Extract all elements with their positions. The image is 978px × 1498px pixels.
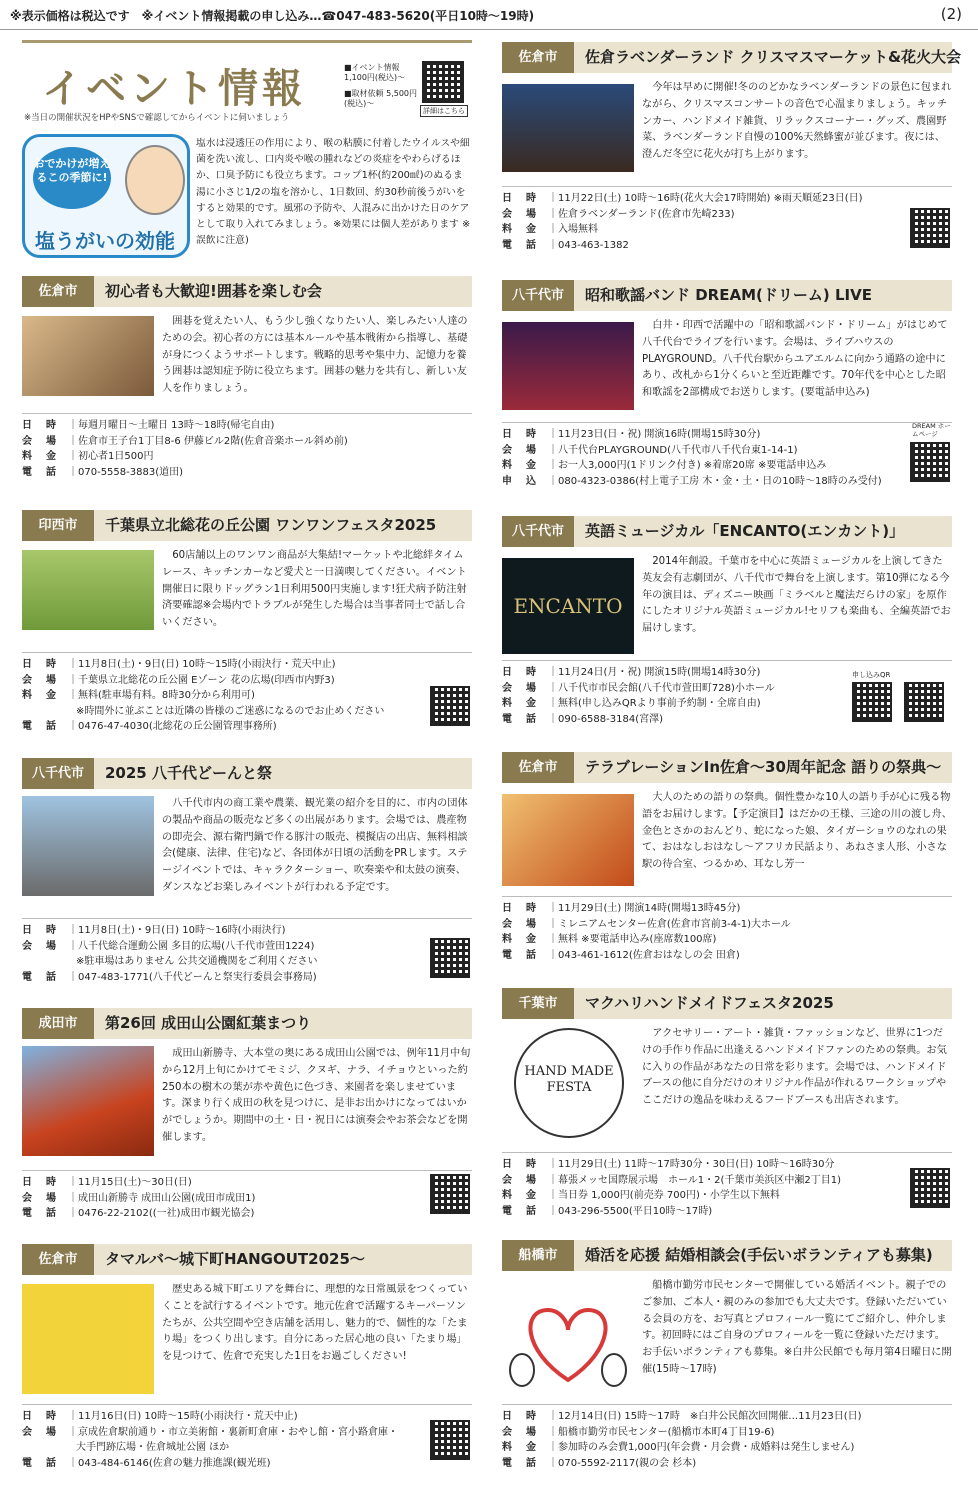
info-text: 日 時: [502, 667, 538, 678]
festival-crowd-photo: [22, 796, 154, 896]
info-row: 日 時 ｜11月16日(日) 10時～15時(小雨決行・荒天中止): [22, 1409, 472, 1425]
info-text: 船橋市勤労市民センター(船橋市本町4丁目19-6): [558, 1426, 775, 1438]
info-row: [22, 704, 472, 720]
event-body: 今年は早めに開催!冬ののどかなラベンダーランドの景色に包まれながら、クリスマスコンサートの音色で心温まりましょう。キッチンカー、ハンドメイド雑貨、リラックスコーナー・グッズ、農園野菜、ラベンダーランド自慢の100%天然蜂蜜が並びます。夜には、澄んだ冬空に花火が打ち上がります。: [642, 82, 952, 161]
info-row: 申 込 ｜080-4323-0386(村上電子工房 木・金・土・日の10時～18時のみ受付): [502, 474, 952, 490]
info-text: 当日券 1,000円(前売券 700円)・小学生以下無料: [558, 1190, 780, 1201]
info-text: 日 時: [502, 429, 538, 440]
event-momiji: [22, 1008, 472, 1223]
info-text: 043-463-1382: [558, 239, 629, 251]
event-body: 八千代市内の商工業や農業、観光業の紹介を目的に、市内の団体の製品や商品の販売など多くの出展があります。会場では、農産物の即売会、源右衛門鍋で作る豚汁の販売、模擬店の出店、無料相談会(健康、法律、住宅)など、各団体が日頃の活動をPRします。ステージイベントでは、キャラクターショー、吹奏楽や和太鼓の演奏、ダンスなどお楽しみイベントが行われる予定です。: [162, 798, 468, 893]
info-row: [22, 954, 472, 970]
info-text: 会 場: [502, 444, 538, 456]
info-text: 11月8日(土)・9日(日) 10時～15時(小雨決行・荒天中止): [78, 659, 336, 670]
encanto-poster: ENCANTO: [502, 558, 634, 654]
event-title: 佐倉ラベンダーランド クリスマスマーケット&花火大会: [585, 48, 962, 66]
info-text: 日 時: [502, 193, 538, 204]
info-text: 八千代市市民会館(八千代市萱田町728)小ホール: [558, 682, 775, 694]
top-bar: [0, 0, 978, 30]
event-donto: [22, 758, 472, 988]
event-title: 第26回 成田山公園紅葉まつり: [105, 1014, 312, 1032]
info-text: 11月16日(日) 10時～15時(小雨決行・荒天中止): [78, 1411, 298, 1422]
event-body: 歴史ある城下町エリアを舞台に、理想的な日常風景をつくっていくことを試行するイベントです。地元佐倉で活躍するキーパーソンたちが、公共空間や空き店舗を活用し、魅力的で、個性的な「たまり場」をつくり出します。自分にあった居心地の良い「たまり場」を見つけて、佐倉で充実した1日をお過ごしください!: [162, 1284, 468, 1363]
qr-code[interactable]: [430, 1174, 470, 1214]
info-text: 電 話: [502, 239, 538, 251]
info-text: 電 話: [22, 466, 58, 478]
event-body: アクセサリー・アート・雑貨・ファッションなど、世界に1つだけの手作り作品に出逢えるハンドメイドファンのための祭典。お気に入りの作品があなたの日常を彩ります。会場では、ハンドメイドブースの他に自分だけのオリジナル作品が作れるワークショップやここだけの逸品を味わえるフードブースも出店されます。: [642, 1028, 947, 1107]
info-row: 日 時 ｜11月22日(土) 10時～16時(花火大会17時開始) ※雨天順延23日(日): [502, 191, 952, 207]
info-text: 070-5592-2117(親の会 杉本): [558, 1457, 697, 1469]
info-text: 会 場: [502, 682, 538, 694]
fee-info: [344, 63, 420, 109]
band-live-photo: [502, 322, 634, 410]
info-text: 電 話: [502, 713, 538, 725]
event-title: 昭和歌謡バンド DREAM(ドリーム) LIVE: [585, 286, 872, 304]
heart-icon: [502, 1280, 634, 1400]
info-text: 料 金: [502, 934, 538, 945]
info-row: 会 場 ｜成田山新勝寺 成田山公園(成田市成田1): [22, 1191, 472, 1207]
gargle-bubble: おでかけが増えるこの季節に!: [33, 147, 111, 209]
info-text: 参加時のみ会費1,000円(年会費・月会費・成婚料は発生しません): [558, 1442, 855, 1453]
qr-code[interactable]: [430, 1420, 470, 1460]
gargle-panel: [22, 132, 472, 260]
info-text: お一人3,000円(1ドリンク付き) ※着席20席 ※要電話申込み: [558, 460, 827, 471]
info-text: 無料(申し込みQRより事前予約制・全席自由): [558, 698, 761, 709]
event-city: 佐倉市: [502, 752, 574, 783]
event-info: [502, 896, 952, 963]
info-text: 料 金: [22, 451, 58, 462]
event-city: 八千代市: [502, 516, 574, 547]
info-row: [22, 1440, 472, 1456]
event-lavender: [502, 42, 962, 262]
info-text: 日 時: [22, 420, 58, 431]
info-text: 会 場: [502, 208, 538, 220]
info-text: 0476-47-4030(北総花の丘公園管理事務所): [78, 721, 277, 732]
info-text: 電 話: [22, 1208, 58, 1219]
info-text: 会 場: [22, 1426, 58, 1438]
event-title: タマルバ～城下町HANGOUT2025～: [105, 1250, 365, 1268]
info-text: 日 時: [22, 925, 58, 936]
info-text: 会 場: [22, 1192, 58, 1204]
info-row: 会 場 ｜京成佐倉駅前通り・市立美術館・裏新町倉庫・おやし館・宮小路倉庫・: [22, 1425, 472, 1441]
event-konkatsu: [502, 1240, 952, 1480]
gargling-person-illustration: [125, 145, 185, 215]
event-title: 婚活を応援 結婚相談会(手伝いボランティアも募集): [585, 1246, 933, 1264]
page-header: [22, 40, 472, 125]
info-row: 電 話 ｜0476-47-4030(北総花の丘公園管理事務所): [22, 719, 472, 735]
event-title: マクハリハンドメイドフェスタ2025: [585, 994, 834, 1012]
info-row: 料 金 ｜初心者1日500円: [22, 449, 472, 465]
price-note: ※表示価格は税込です ※イベント情報掲載の申し込み…☎047-483-5620(平日10時～19時): [10, 9, 535, 23]
event-info: [502, 186, 952, 253]
storytelling-illustration: [502, 794, 634, 886]
info-row: 電 話 ｜070-5592-2117(親の会 杉本): [502, 1456, 952, 1472]
header-qr-code[interactable]: [422, 61, 464, 103]
info-text: 電 話: [22, 1457, 58, 1469]
info-row: 会 場 ｜船橋市勤労市民センター(船橋市本町4丁目19-6): [502, 1425, 952, 1441]
info-row: 電 話 ｜043-461-1612(佐倉おはなしの会 田倉): [502, 948, 952, 964]
info-text: 会 場: [502, 1426, 538, 1438]
info-text: 無料 ※要電話申込み(座席数100席): [558, 934, 717, 945]
event-body: 船橋市勤労市民センターで開催している婚活イベント。親子でのご参加、ご本人・親のみの参加でも大丈夫です。登録いただいている会員の方を、お写真とプロフィール一覧にてご紹介し、仲介します。初回時にはご自身のプロフィールを一覧に登録いただけます。お手伝いボランティアも募集。※白井公民館でも毎月第4日曜日に開催(15時～17時): [642, 1280, 952, 1375]
event-title: 初心者も大歓迎!囲碁を楽しむ会: [105, 282, 322, 300]
qr-code[interactable]: [430, 938, 470, 978]
event-info: [502, 422, 952, 489]
autumn-leaves-photo: [22, 1046, 154, 1156]
event-body: 2014年創設。千葉市を中心に英語ミュージカルを上演してきた英友会有志劇団が、八千代市で舞台を上演します。第10弾になる今年の演目は、ディズニー映画「ミラベルと魔法だらけの家」を原作にしたオリジナル英語ミュージカル!セリフも楽曲も、全編英語でお届けします。: [642, 556, 951, 635]
info-row: 会 場 ｜佐倉ラベンダーランド(佐倉市先崎233): [502, 207, 952, 223]
info-text: 12月14日(日) 15時～17時 ※白井公民館次回開催…11月23日(日): [558, 1411, 862, 1422]
info-text: 日 時: [22, 1411, 58, 1422]
event-city: 船橋市: [502, 1240, 574, 1271]
info-text: 大手門跡広場・佐倉城址公園 ほか: [76, 1442, 230, 1453]
info-text: 八千代総合運動公園 多目的広場(八千代市萱田1224): [78, 940, 315, 952]
event-body: 白井・印西で活躍中の「昭和歌謡バンド・ドリーム」がはじめて八千代台でライブを行います。会場は、ライブハウスのPLAYGROUND。八千代台駅からユアエルムに向かう通路の途中にあり、改札から1分くらいと至近距離です。70年代を中心とした昭和歌謡を2部構成でお送りします。(要電話申込み): [642, 320, 948, 399]
info-row: 会 場 ｜幕張メッセ国際展示場 ホール1・2(千葉市美浜区中瀬2丁目1): [502, 1173, 952, 1189]
event-city: 八千代市: [22, 758, 94, 789]
info-row: 電 話 ｜0476-22-2102((一社)成田市観光協会): [22, 1206, 472, 1222]
gargle-text: 塩水は浸透圧の作用により、喉の粘膜に付着したウイルスや細菌を洗い流し、口内炎や喉の腫れなどの炎症をやわらげるほか、口臭予防にも役立ちます。コップ1杯(約200㎖)のぬるま湯に小さじ1/2の塩を溶かし、1日数回、約30秒前後うがいをすると効果的です。風邪の予防や、人混みに出かけた日のケアとして取り入れてみましょう。※効果には個人差があります ※誤飲に注意): [196, 138, 471, 247]
info-text: 幕張メッセ国際展示場 ホール1・2(千葉市美浜区中瀬2丁目1): [558, 1174, 842, 1186]
info-row: 料 金 ｜当日券 1,000円(前売券 700円)・小学生以下無料: [502, 1188, 952, 1204]
info-row: 電 話 ｜043-484-6146(佐倉の魅力推進課(観光班): [22, 1456, 472, 1472]
info-row: 料 金 ｜無料 ※要電話申込み(座席数100席): [502, 932, 952, 948]
event-info: [22, 1404, 472, 1471]
event-info: [22, 918, 472, 985]
event-city: 佐倉市: [22, 276, 94, 307]
info-text: 成田山新勝寺 成田山公園(成田市成田1): [78, 1192, 256, 1204]
event-body: 大人のための語りの祭典。個性豊かな10人の語り手が心に残る物語をお届けします。【予定演目】はだかの王様、三途の川の渡し舟、金色とさかのおんどり、蛇になった娘、タイガーショウのなれの果て、おはなしおはなし～アフリカ民話より、あねさま人形、小さな駅の待合室、つるかめ、耳なし芳一: [642, 792, 952, 871]
info-text: 初心者1日500円: [78, 451, 154, 462]
event-title: テラブレーションIn佐倉～30周年記念 語りの祭典～: [585, 758, 942, 776]
info-row: 会 場 ｜千葉県立北総花の丘公園 Eゾーン 花の広場(印西市内野3): [22, 673, 472, 689]
event-body: 60店舗以上のワンワン商品が大集結!マーケットや北総絆タイムレース、キッチンカーなど愛犬と一日満喫してください。イベント開催日に限りドッグラン1日利用500円実施します!狂犬病予防注射済要確認※会場内でトラブルが発生した場合は当事者同士で話し合いください。: [162, 550, 467, 629]
info-text: 電 話: [502, 1457, 538, 1469]
lavender-land-photo: [502, 84, 634, 172]
info-text: 入場無料: [558, 224, 598, 235]
info-text: 八千代台PLAYGROUND(八千代市八千代台東1-14-1): [558, 444, 798, 456]
info-row: 電 話 ｜043-296-5500(平日10時～17時): [502, 1204, 952, 1220]
info-text: 043-461-1612(佐倉おはなしの会 田倉): [558, 949, 740, 961]
qr-code[interactable]: [430, 686, 470, 726]
info-text: 日 時: [502, 1411, 538, 1422]
info-text: 京成佐倉駅前通り・市立美術館・裏新町倉庫・おやし館・宮小路倉庫・: [78, 1426, 398, 1438]
qr-label: DREAM ホームページ: [912, 422, 951, 438]
event-body: 囲碁を覚えたい人、もう少し強くなりたい人、楽しみたい人達のための会。初心者の方には基本ルールや基本戦術から指導し、基礎が身につくようサポートします。戦略的思考や集中力、記憶力を養う囲碁は認知症予防に役立ちます。囲碁の魅力を共有し、新しい友人を作りましょう。: [162, 316, 468, 395]
info-text: 日 時: [22, 659, 58, 670]
info-text: 無料(駐車場有料。8時30分から利用可): [78, 690, 255, 701]
info-row: 会 場 ｜八千代市市民会館(八千代市萱田町728)小ホール: [502, 681, 952, 697]
info-row: 会 場 ｜八千代総合運動公園 多目的広場(八千代市萱田1224): [22, 939, 472, 955]
info-text: 佐倉ラベンダーランド(佐倉市先崎233): [558, 208, 735, 220]
info-text: 0476-22-2102((一社)成田市観光協会): [78, 1208, 255, 1219]
header-subtitle: ※当日の開催状況をHPやSNSで確認してからイベントに伺いましょう: [24, 113, 290, 123]
info-text: 090-6588-3184(宮澤): [558, 713, 664, 725]
info-row: 日 時 ｜11月15日(土)～30日(日): [22, 1175, 472, 1191]
info-text: 料 金: [502, 1190, 538, 1201]
info-row: 電 話 ｜070-5558-3883(道田): [22, 465, 472, 481]
info-row: 電 話 ｜047-483-1771(八千代どーんと祭実行委員会事務局): [22, 970, 472, 986]
info-row: 電 話 ｜043-463-1382: [502, 238, 952, 254]
info-row: 会 場 ｜八千代台PLAYGROUND(八千代市八千代台東1-14-1): [502, 443, 952, 459]
info-text: 11月8日(土)・9日(日) 10時～16時(小雨決行): [78, 925, 286, 936]
info-text: 会 場: [502, 1174, 538, 1186]
event-dream: [502, 280, 952, 500]
info-text: 11月29日(土) 開演14時(開場13時45分): [558, 903, 741, 914]
info-text: 料 金: [502, 1442, 538, 1453]
tamaruba-poster: [22, 1284, 154, 1394]
info-text: 千葉県立北総花の丘公園 Eゾーン 花の広場(印西市内野3): [78, 674, 335, 686]
qr-label: 申し込みQR: [852, 671, 891, 679]
info-row: 日 時 ｜毎週月曜日～土曜日 13時～18時(帰宅自由): [22, 418, 472, 434]
info-text: 申 込: [502, 475, 538, 487]
info-text: 11月29日(土) 11時～17時30分・30日(日) 10時～16時30分: [558, 1159, 835, 1170]
event-encanto: [502, 516, 952, 731]
info-text: 会 場: [22, 435, 58, 447]
info-text: ミレニアムセンター佐倉(佐倉市宮前3-4-1)大ホール: [558, 918, 791, 930]
qr-code[interactable]: [910, 442, 950, 482]
info-text: 料 金: [502, 460, 538, 471]
info-row: 日 時 ｜11月8日(土)・9日(日) 10時～15時(小雨決行・荒天中止): [22, 657, 472, 673]
event-terabration: [502, 752, 952, 967]
event-city: 佐倉市: [502, 42, 574, 73]
info-row: 電 話 ｜090-6588-3184(宮澤): [502, 712, 952, 728]
event-makuhari: [502, 988, 952, 1218]
info-row: 会 場 ｜佐倉市王子台1丁目8-6 伊藤ビル2階(佐倉音楽ホール斜め前): [22, 434, 472, 450]
go-board-photo: [22, 316, 154, 396]
info-text: 070-5558-3883(道田): [78, 466, 184, 478]
gargle-box: [22, 134, 190, 258]
info-row: 日 時 ｜12月14日(日) 15時～17時 ※白井公民館次回開催…11月23日(日): [502, 1409, 952, 1425]
event-tamaruba: [22, 1244, 472, 1474]
info-text: 043-296-5500(平日10時～17時): [558, 1205, 713, 1217]
event-info: [22, 652, 472, 735]
gargle-heading: 塩うがいの効能: [35, 229, 175, 253]
info-text: 11月23日(日・祝) 開演16時(開場15時30分): [558, 429, 761, 440]
info-row: 料 金 ｜お一人3,000円(1ドリンク付き) ※着席20席 ※要電話申込み: [502, 458, 952, 474]
info-text: 043-484-6146(佐倉の魅力推進課(観光班): [78, 1457, 271, 1469]
event-city: 印西市: [22, 510, 94, 541]
qr-code[interactable]: [910, 208, 950, 248]
info-row: 日 時 ｜11月23日(日・祝) 開演16時(開場15時30分): [502, 427, 952, 443]
qr-code[interactable]: [904, 682, 944, 722]
page-number: (2): [940, 5, 962, 23]
info-text: 電 話: [22, 971, 58, 983]
info-text: 電 話: [22, 721, 58, 732]
info-text: ※駐車場はありません 公共交通機関をご利用ください: [76, 956, 318, 967]
info-text: 日 時: [502, 903, 538, 914]
info-row: 日 時 ｜11月24日(月・祝) 開演15時(開場14時30分): [502, 665, 952, 681]
info-row: 日 時 ｜11月29日(土) 開演14時(開場13時45分): [502, 901, 952, 917]
info-text: 会 場: [22, 674, 58, 686]
event-body: 成田山新勝寺、大本堂の奥にある成田山公園では、例年11月中旬から12月上旬にかけてモミジ、クヌギ、ナラ、イチョウといった約250本の樹木の葉が赤や黄色に色づき、来園者を楽しませています。深まり行く成田の秋を見つけに、是非お出かけになってはいかがでしょうか。期間中の土・日・祝日には演奏会やお茶会などを開催します。: [162, 1048, 471, 1143]
qr-code[interactable]: [910, 1168, 950, 1208]
info-text: 日 時: [22, 1177, 58, 1188]
event-city: 八千代市: [502, 280, 574, 311]
info-text: 047-483-1771(八千代どーんと祭実行委員会事務局): [78, 971, 317, 983]
qr-code-reserve[interactable]: [852, 682, 892, 722]
event-city: 千葉市: [502, 988, 574, 1019]
dog-photo: [22, 550, 154, 630]
event-city: 成田市: [22, 1008, 94, 1039]
event-igo: [22, 276, 472, 486]
event-title: 英語ミュージカル「ENCANTO(エンカント)」: [585, 522, 905, 540]
event-title: 2025 八千代どーんと祭: [105, 764, 272, 782]
info-text: 料 金: [502, 224, 538, 235]
event-info: [502, 1404, 952, 1471]
info-row: 日 時 ｜11月29日(土) 11時～17時30分・30日(日) 10時～16時30分: [502, 1157, 952, 1173]
fee-link[interactable]: 詳細はこちら: [420, 105, 468, 117]
info-text: 会 場: [502, 918, 538, 930]
page-title: イベント情報: [42, 66, 306, 112]
info-text: ※時間外に並ぶことは近隣の皆様のご迷惑になるのでお止めください: [76, 705, 385, 717]
event-wanwan: [22, 510, 472, 740]
event-info: [502, 1152, 952, 1219]
event-title: 千葉県立北総花の丘公園 ワンワンフェスタ2025: [105, 516, 437, 534]
info-text: 会 場: [22, 940, 58, 952]
info-text: 料 金: [502, 698, 538, 709]
info-text: 料 金: [22, 690, 58, 701]
event-info: [22, 1170, 472, 1222]
info-text: 佐倉市王子台1丁目8-6 伊藤ビル2階(佐倉音楽ホール斜め前): [78, 435, 348, 447]
info-row: 料 金 ｜入場無料: [502, 222, 952, 238]
fee-event: ■イベント情報 1,100円(税込)～: [344, 63, 406, 82]
info-row: 料 金 ｜無料(申し込みQRより事前予約制・全席自由): [502, 696, 952, 712]
info-text: 電 話: [502, 1205, 538, 1217]
event-city: 佐倉市: [22, 1244, 94, 1275]
info-text: 11月24日(月・祝) 開演15時(開場14時30分): [558, 667, 761, 678]
fee-report: ■取材依頼 5,500円(税込)～: [344, 89, 418, 108]
info-row: 料 金 ｜参加時のみ会費1,000円(年会費・月会費・成婚料は発生しません): [502, 1440, 952, 1456]
heart-illustration: [502, 1280, 634, 1400]
info-text: 毎週月曜日～土曜日 13時～18時(帰宅自由): [78, 420, 275, 431]
event-info: [22, 413, 472, 480]
info-row: 料 金 ｜無料(駐車場有料。8時30分から利用可): [22, 688, 472, 704]
info-row: 日 時 ｜11月8日(土)・9日(日) 10時～16時(小雨決行): [22, 923, 472, 939]
info-row: 会 場 ｜ミレニアムセンター佐倉(佐倉市宮前3-4-1)大ホール: [502, 917, 952, 933]
info-text: 11月15日(土)～30日(日): [78, 1177, 192, 1188]
info-text: 電 話: [502, 949, 538, 961]
info-text: 11月22日(土) 10時～16時(花火大会17時開始) ※雨天順延23日(日): [558, 193, 863, 204]
info-text: 日 時: [502, 1159, 538, 1170]
handmade-festa-logo: HAND MADE FESTA: [514, 1028, 624, 1138]
info-text: 080-4323-0386(村上電子工房 木・金・土・日の10時～18時のみ受付): [558, 475, 882, 487]
